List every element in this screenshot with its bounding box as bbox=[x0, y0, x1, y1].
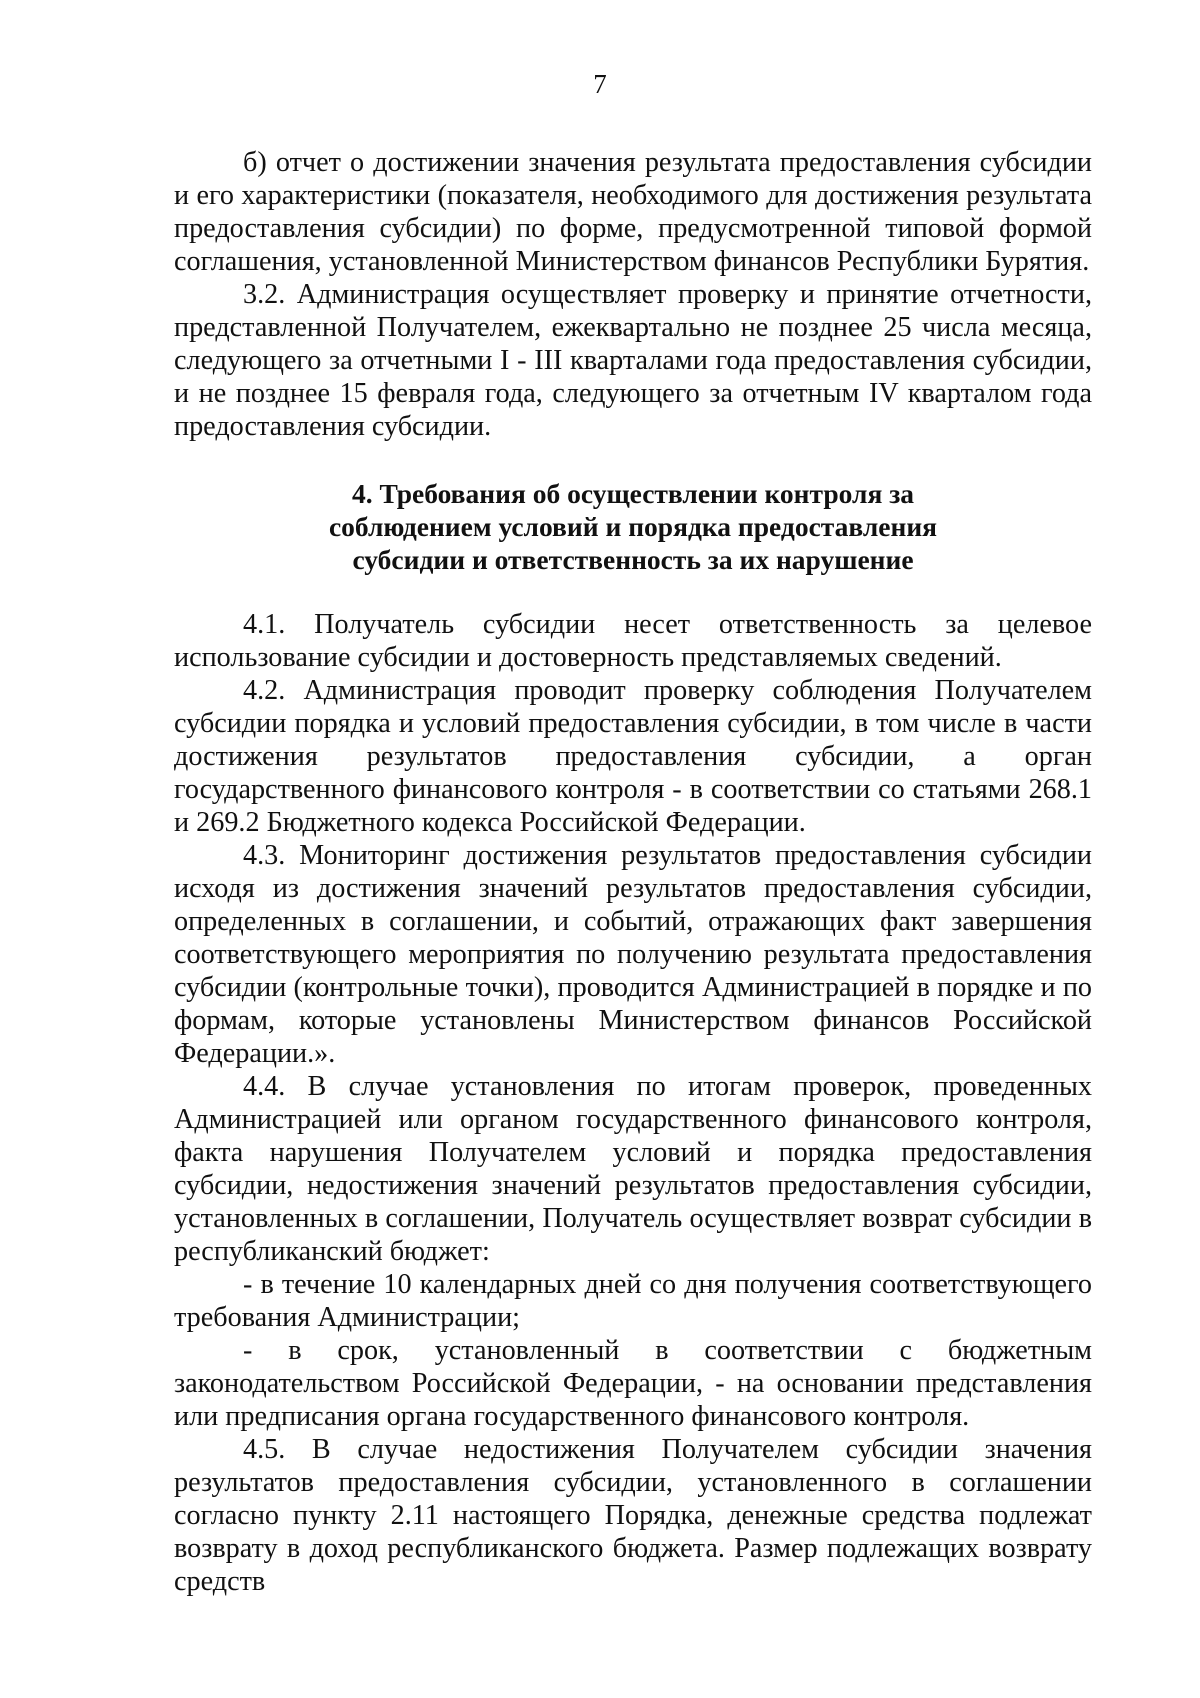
paragraph-3-2: 3.2. Администрация осуществляет проверку и принятие отчетности, представленной Получателем, ежеквартально не позднее 25 числа месяца, следующего за отчетными I - III кварталами года предоставления субсидии, и не позднее 15 февраля года, следующего за отчетным IV кварталом года предоставления субсидии. bbox=[174, 279, 1092, 442]
paragraph-4-2: 4.2. Администрация проводит проверку соблюдения Получателем субсидии порядка и условий предоставления субсидии, в том числе в части достижения результатов предоставления субсидии, а орган государственного финансового контроля - в соответствии со статьями 268.1 и 269.2 Бюджетного кодекса Российской Федерации. bbox=[174, 675, 1092, 838]
section-heading-line-3: субсидии и ответственность за их нарушение bbox=[352, 544, 914, 575]
document-body bbox=[174, 146, 1092, 1598]
page-number: 7 bbox=[593, 69, 607, 99]
paragraph-4-4-item-2: - в срок, установленный в соответствии с бюджетным законодательством Российской Федерации, - на основании представления или предписания органа государственного финансового контроля. bbox=[174, 1335, 1092, 1432]
section-heading-4 bbox=[174, 477, 1092, 576]
paragraph-4-5: 4.5. В случае недостижения Получателем субсидии значения результатов предоставления субсидии, установленного в соглашении согласно пункту 2.11 настоящего Порядка, денежные средства подлежат возврату в доход республиканского бюджета. Размер подлежащих возврату средств bbox=[174, 1434, 1092, 1597]
paragraph-report-b: б) отчет о достижении значения результата предоставления субсидии и его характеристики (показателя, необходимого для достижения результата предоставления субсидии) по форме, предусмотренной типовой формой соглашения, установленной Министерством финансов Республики Бурятия. bbox=[174, 147, 1092, 277]
paragraph-4-4-item-1: - в течение 10 календарных дней со дня получения соответствующего требования Администрации; bbox=[174, 1269, 1092, 1333]
paragraph-4-3: 4.3. Мониторинг достижения результатов предоставления субсидии исходя из достижения значений результатов предоставления субсидии, определенных в соглашении, и событий, отражающих факт завершения соответствующего мероприятия по получению результата предоставления субсидии (контрольные точки), проводится Администрацией в порядке и по формам, которые установлены Министерством финансов Российской Федерации.». bbox=[174, 840, 1092, 1069]
section-heading-line-1: 4. Требования об осуществлении контроля за bbox=[351, 478, 915, 509]
section-heading-line-2: соблюдением условий и порядка предоставления bbox=[328, 511, 938, 542]
paragraph-4-4: 4.4. В случае установления по итогам проверок, проведенных Администрацией или органом государственного финансового контроля, факта нарушения Получателем условий и порядка предоставления субсидии, недостижения значений результатов предоставления субсидии, установленных в соглашении, Получатель осуществляет возврат субсидии в республиканский бюджет: bbox=[174, 1071, 1092, 1267]
paragraph-4-1: 4.1. Получатель субсидии несет ответственность за целевое использование субсидии и достоверность представляемых сведений. bbox=[174, 609, 1092, 673]
